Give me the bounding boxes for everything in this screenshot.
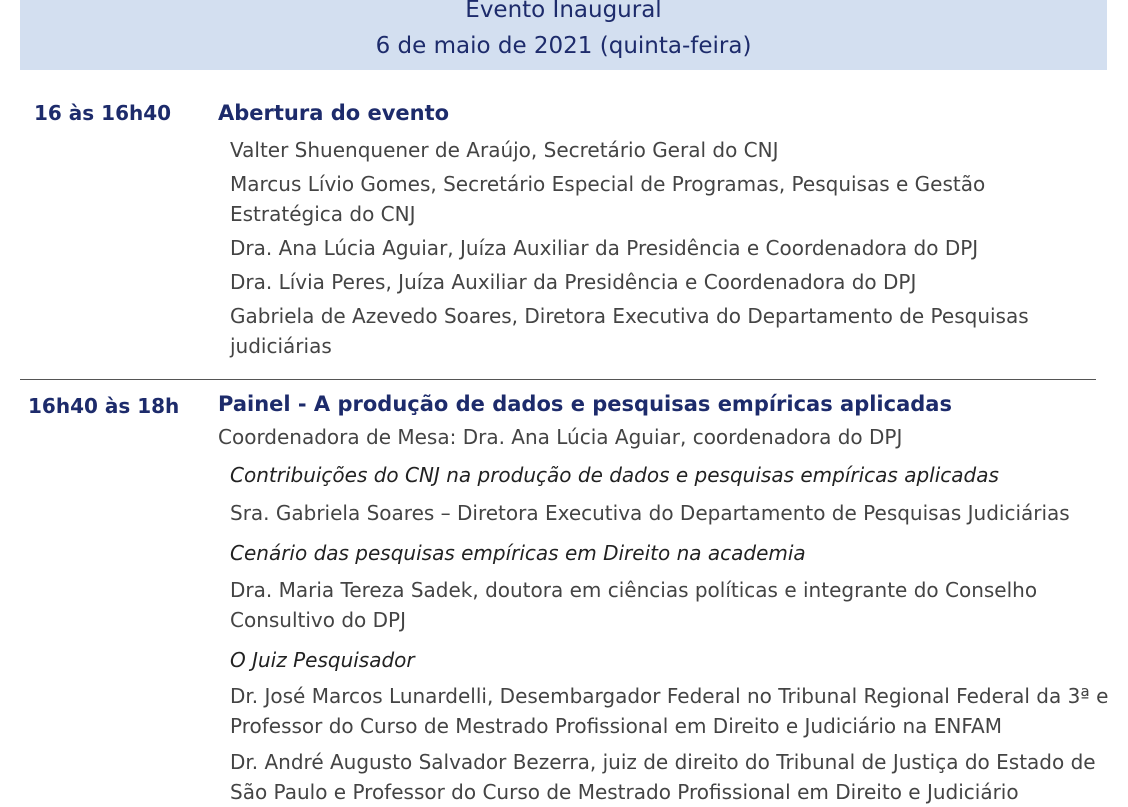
speaker-line: Dr. André Augusto Salvador Bezerra, juiz de direito do Tribunal de Justiça do Estado de São Paulo e Professor do Curso de Mestrado Profissional em Direito e Judiciário <box>230 750 1096 804</box>
event-header <box>20 0 1107 70</box>
speaker-line: Dr. José Marcos Lunardelli, Desembargador Federal no Tribunal Regional Federal da 3ª e Professor do Curso de Mestrado Profissional em Direito e Judiciário na ENFAM <box>230 684 1109 738</box>
moderator-line: Coordenadora de Mesa: Dra. Ana Lúcia Aguiar, coordenadora do DPJ <box>218 425 903 449</box>
speaker-line: Sra. Gabriela Soares – Diretora Executiva do Departamento de Pesquisas Judiciárias <box>230 501 1070 525</box>
speaker-line: Valter Shuenquener de Araújo, Secretário Geral do CNJ <box>230 138 779 162</box>
section-divider <box>20 379 1096 380</box>
event-date: 6 de maio de 2021 (quinta-feira) <box>375 33 752 59</box>
speaker-line: Dra. Ana Lúcia Aguiar, Juíza Auxiliar da Presidência e Coordenadora do DPJ <box>230 236 979 260</box>
talk-title: Cenário das pesquisas empíricas em Direito na academia <box>230 541 806 565</box>
speaker-line: Dra. Maria Tereza Sadek, doutora em ciências políticas e integrante do Conselho Consultivo do DPJ <box>230 578 1038 632</box>
speaker-line: Gabriela de Azevedo Soares, Diretora Executiva do Departamento de Pesquisas judiciárias <box>230 304 1029 358</box>
session-title: Painel - A produção de dados e pesquisas empíricas aplicadas <box>218 392 952 416</box>
session-time: 16h40 às 18h <box>28 394 180 418</box>
session-title: Abertura do evento <box>218 101 450 125</box>
talk-title: Contribuições do CNJ na produção de dados e pesquisas empíricas aplicadas <box>230 463 999 487</box>
speaker-line: Dra. Lívia Peres, Juíza Auxiliar da Presidência e Coordenadora do DPJ <box>230 270 917 294</box>
event-name: Evento Inaugural <box>465 0 662 23</box>
session-time: 16 às 16h40 <box>34 101 172 125</box>
talk-title: O Juiz Pesquisador <box>230 648 415 672</box>
speaker-line: Marcus Lívio Gomes, Secretário Especial de Programas, Pesquisas e Gestão Estratégica do CNJ <box>230 172 986 226</box>
